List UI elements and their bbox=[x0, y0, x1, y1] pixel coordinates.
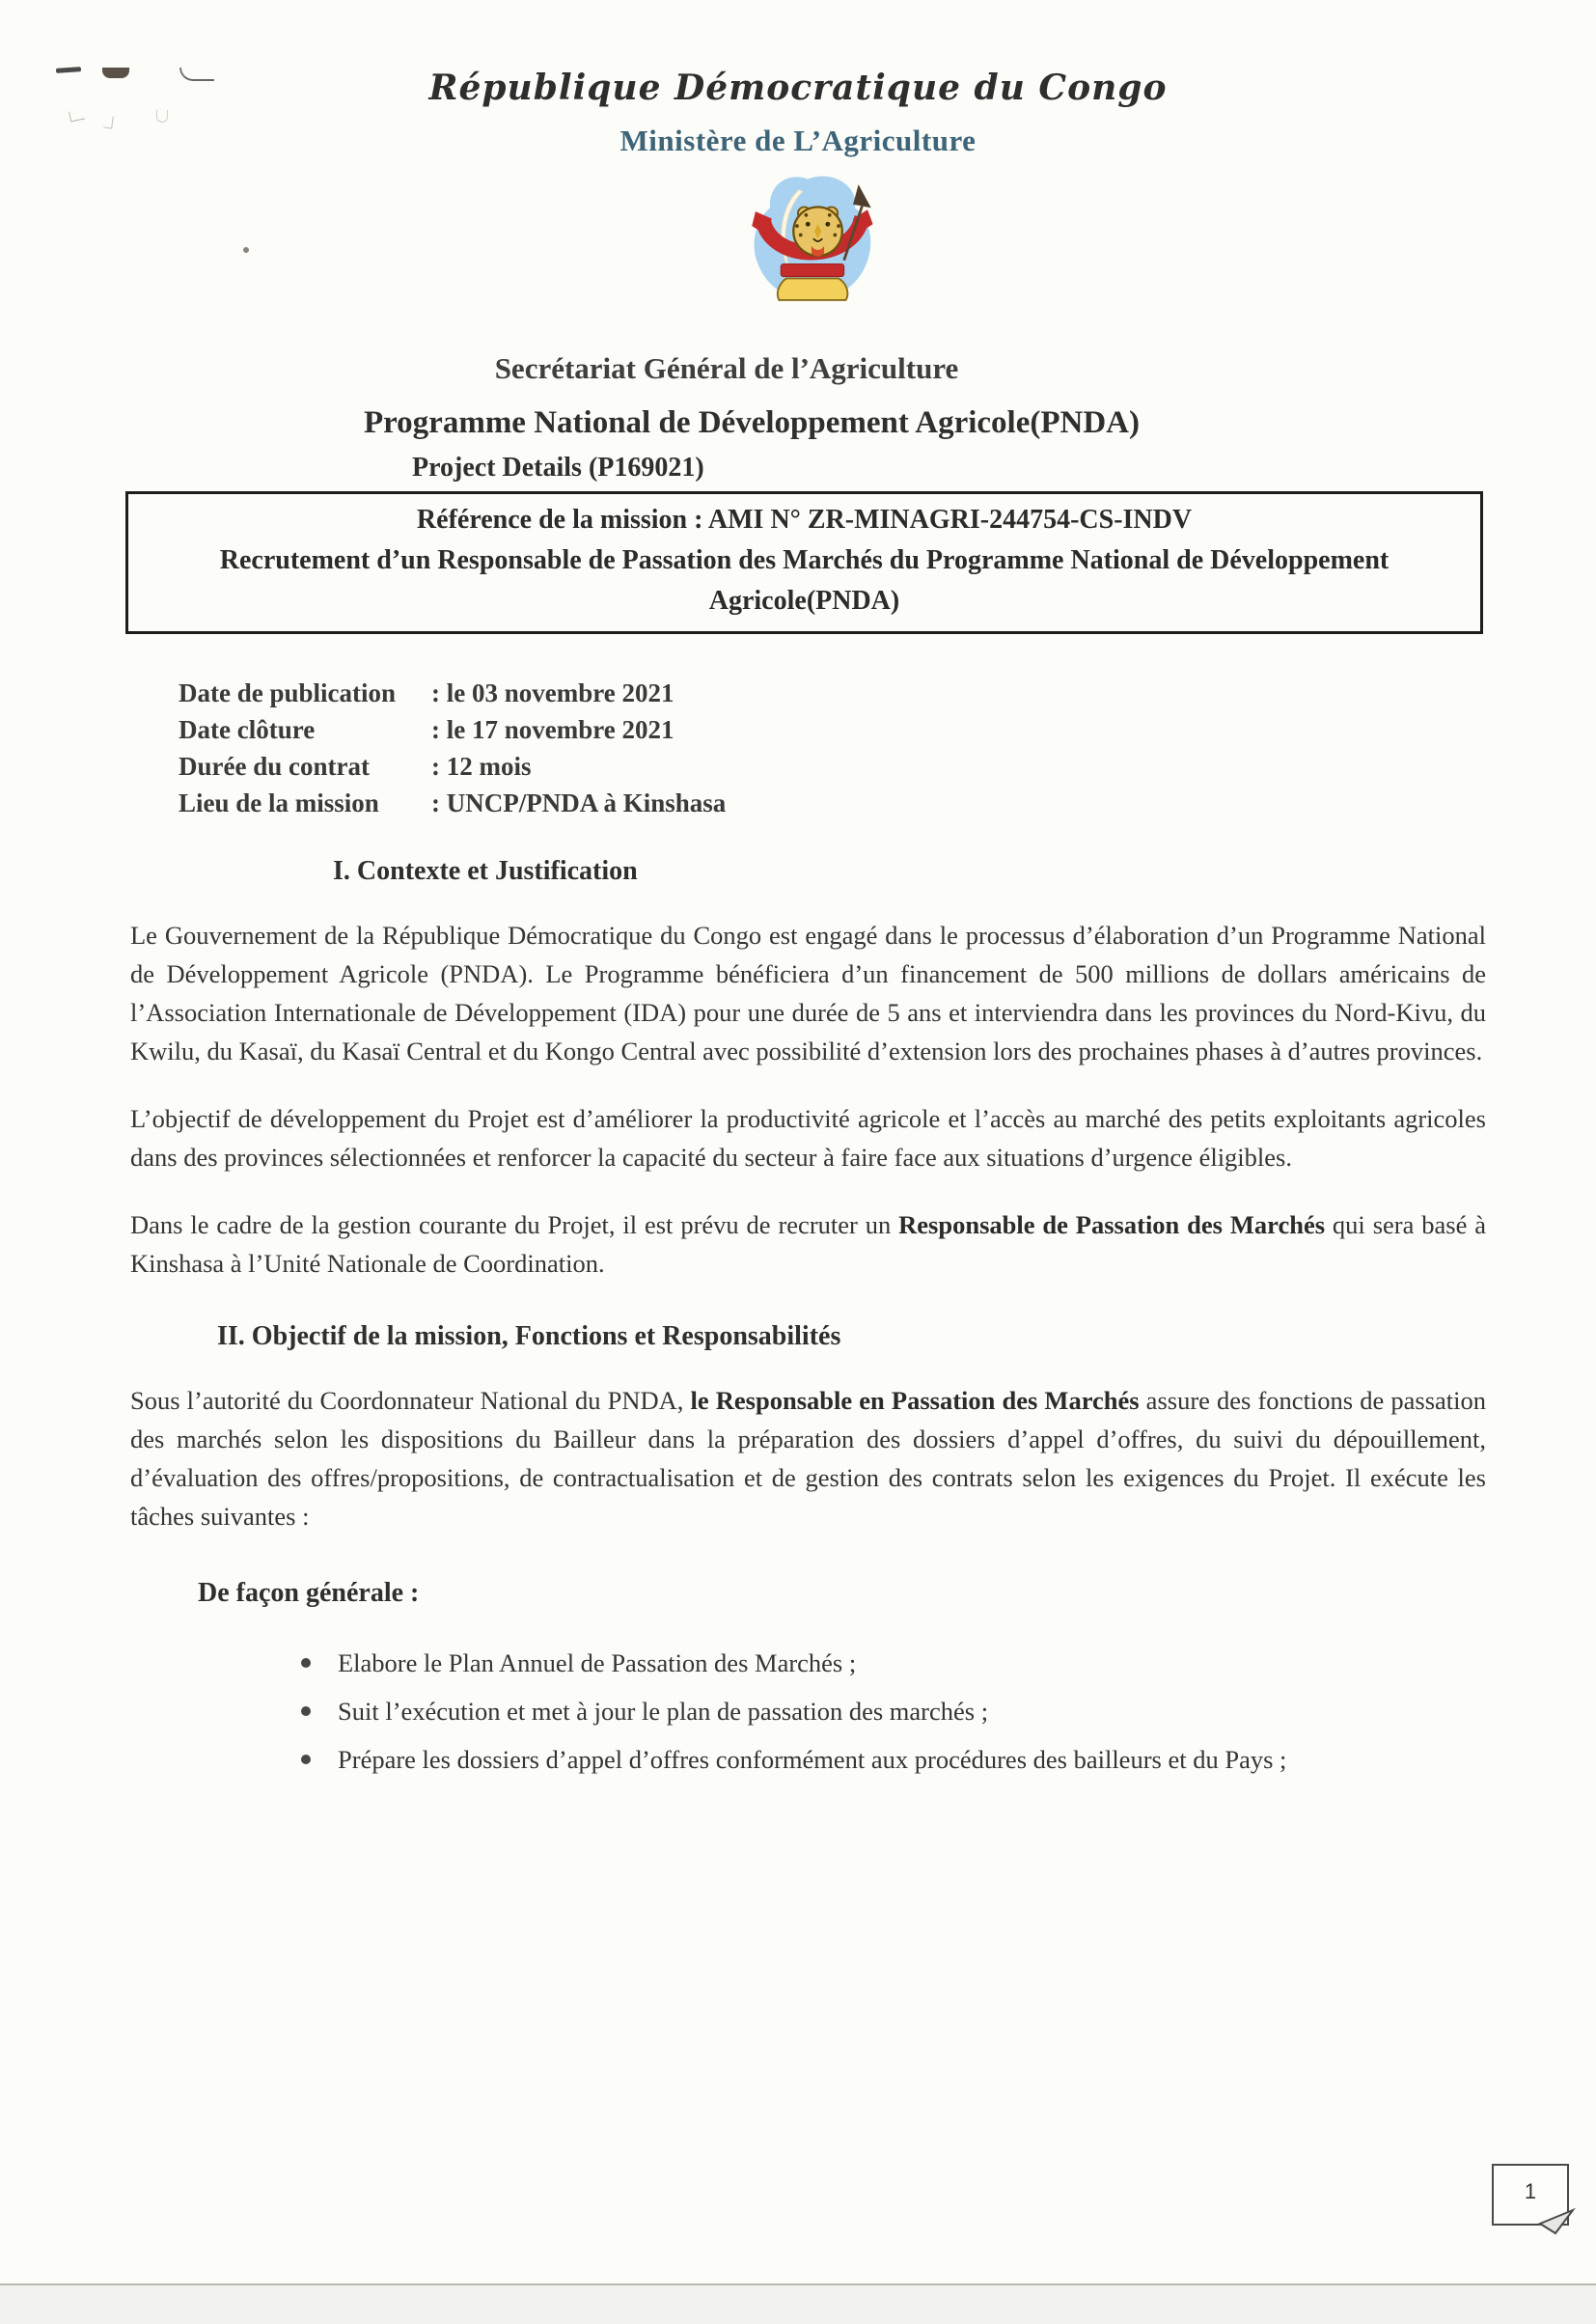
paragraph-text: Sous l’autorité du Coordonnateur National du PNDA, bbox=[130, 1386, 691, 1415]
page-fold-icon bbox=[1536, 2199, 1579, 2237]
detail-row bbox=[179, 675, 1596, 711]
mission-reference-box bbox=[125, 491, 1483, 634]
general-tasks-list bbox=[0, 1644, 1486, 1779]
page-number-flag bbox=[1492, 2164, 1569, 2226]
detail-label: Lieu de la mission bbox=[179, 788, 379, 817]
detail-row bbox=[179, 748, 1596, 785]
secretariat-title: Secrétariat Général de l’Agriculture bbox=[494, 351, 959, 385]
drc-coat-of-arms-logo bbox=[739, 172, 884, 313]
paragraph-text: Dans le cadre de la gestion courante du Projet, il est prévu de recruter un bbox=[130, 1210, 899, 1239]
page-number: 1 bbox=[1524, 2179, 1537, 2203]
detail-label: Date de publication bbox=[179, 678, 397, 707]
mission-title-line: Recrutement d’un Responsable de Passation des Marchés du Programme National de Développement bbox=[219, 545, 1390, 575]
detail-value: : 12 mois bbox=[431, 752, 532, 781]
detail-row bbox=[179, 711, 1596, 748]
mission-details-list bbox=[179, 675, 1596, 821]
country-title: République Démocratique du Congo bbox=[428, 68, 1168, 108]
pencil-mark bbox=[69, 109, 85, 123]
paragraph-context-3 bbox=[130, 1205, 1486, 1283]
program-title: Programme National de Développement Agricole(PNDA) bbox=[363, 405, 1141, 440]
task-item: Suit l’exécution et met à jour le plan de passation des marchés ; bbox=[338, 1692, 1486, 1730]
emphasis-role-title: Responsable de Passation des Marchés bbox=[898, 1210, 1326, 1239]
paragraph-text: qui sera basé à Kinshasa à l’Unité Nationale de Coordination. bbox=[130, 1210, 1486, 1278]
paragraph-objective bbox=[130, 1381, 1486, 1536]
scan-bottom-area bbox=[0, 2285, 1596, 2324]
task-item: Elabore le Plan Annuel de Passation des Marchés ; bbox=[338, 1644, 1486, 1682]
ministry-title: Ministère de L’Agriculture bbox=[619, 124, 977, 157]
document-page bbox=[0, 68, 1596, 2324]
paragraph-context-2: L’objectif de développement du Projet est d’améliorer la productivité agricole et l’accès au marché des petits exploitants agricoles dans des provinces sélectionnées et renforcer la capacité du secteur à faire face aux situations d’urgence éligibles. bbox=[130, 1104, 1486, 1172]
paragraph-text: assure des fonctions de passation des marchés selon les dispositions du Bailleur dans la préparation des dossiers d’appel d’offres, du suivi du dépouillement, d’évaluation des offres/propositions, de contractualisation et de gestion des contrats selon les exigences du Projet. Il exécute les tâches suivantes : bbox=[130, 1386, 1486, 1531]
mission-reference-line: Référence de la mission : AMI N° ZR-MINAGRI-244754-CS-INDV bbox=[416, 505, 1193, 535]
section-1-heading: I. Contexte et Justification bbox=[333, 856, 638, 886]
detail-value: : UNCP/PNDA à Kinshasa bbox=[431, 788, 727, 817]
detail-row bbox=[179, 785, 1596, 821]
general-tasks-heading: De façon générale : bbox=[198, 1578, 420, 1608]
section-2-heading: II. Objectif de la mission, Fonctions et Responsabilités bbox=[217, 1321, 841, 1351]
project-details-label: Project Details (P169021) bbox=[412, 453, 704, 483]
mission-title-line: Agricole(PNDA) bbox=[708, 586, 900, 616]
task-item: Prépare les dossiers d’appel d’offres conformément aux procédures des bailleurs et du Pays ; bbox=[338, 1740, 1486, 1779]
detail-label: Durée du contrat bbox=[179, 752, 370, 781]
emphasis-role-title: le Responsable en Passation des Marchés bbox=[690, 1386, 1140, 1415]
detail-value: : le 17 novembre 2021 bbox=[431, 715, 674, 744]
logo-container bbox=[14, 172, 1596, 313]
paragraph-context-1: Le Gouvernement de la République Démocratique du Congo est engagé dans le processus d’élaboration d’un Programme National de Développement Agricole (PNDA). Le Programme bénéficiera d’un financement de 500 millions de dollars américains de l’Association Internationale de Développement (IDA) pour une durée de 5 ans et interviendra dans les provinces du Nord-Kivu, du Kwilu, du Kasaï, du Kasaï Central et du Kongo Central avec possibilité d’extension lors des prochaines phases à d’autres provinces. bbox=[130, 921, 1486, 1065]
detail-label: Date clôture bbox=[179, 715, 316, 744]
detail-value: : le 03 novembre 2021 bbox=[431, 678, 674, 707]
pencil-mark bbox=[156, 110, 168, 123]
